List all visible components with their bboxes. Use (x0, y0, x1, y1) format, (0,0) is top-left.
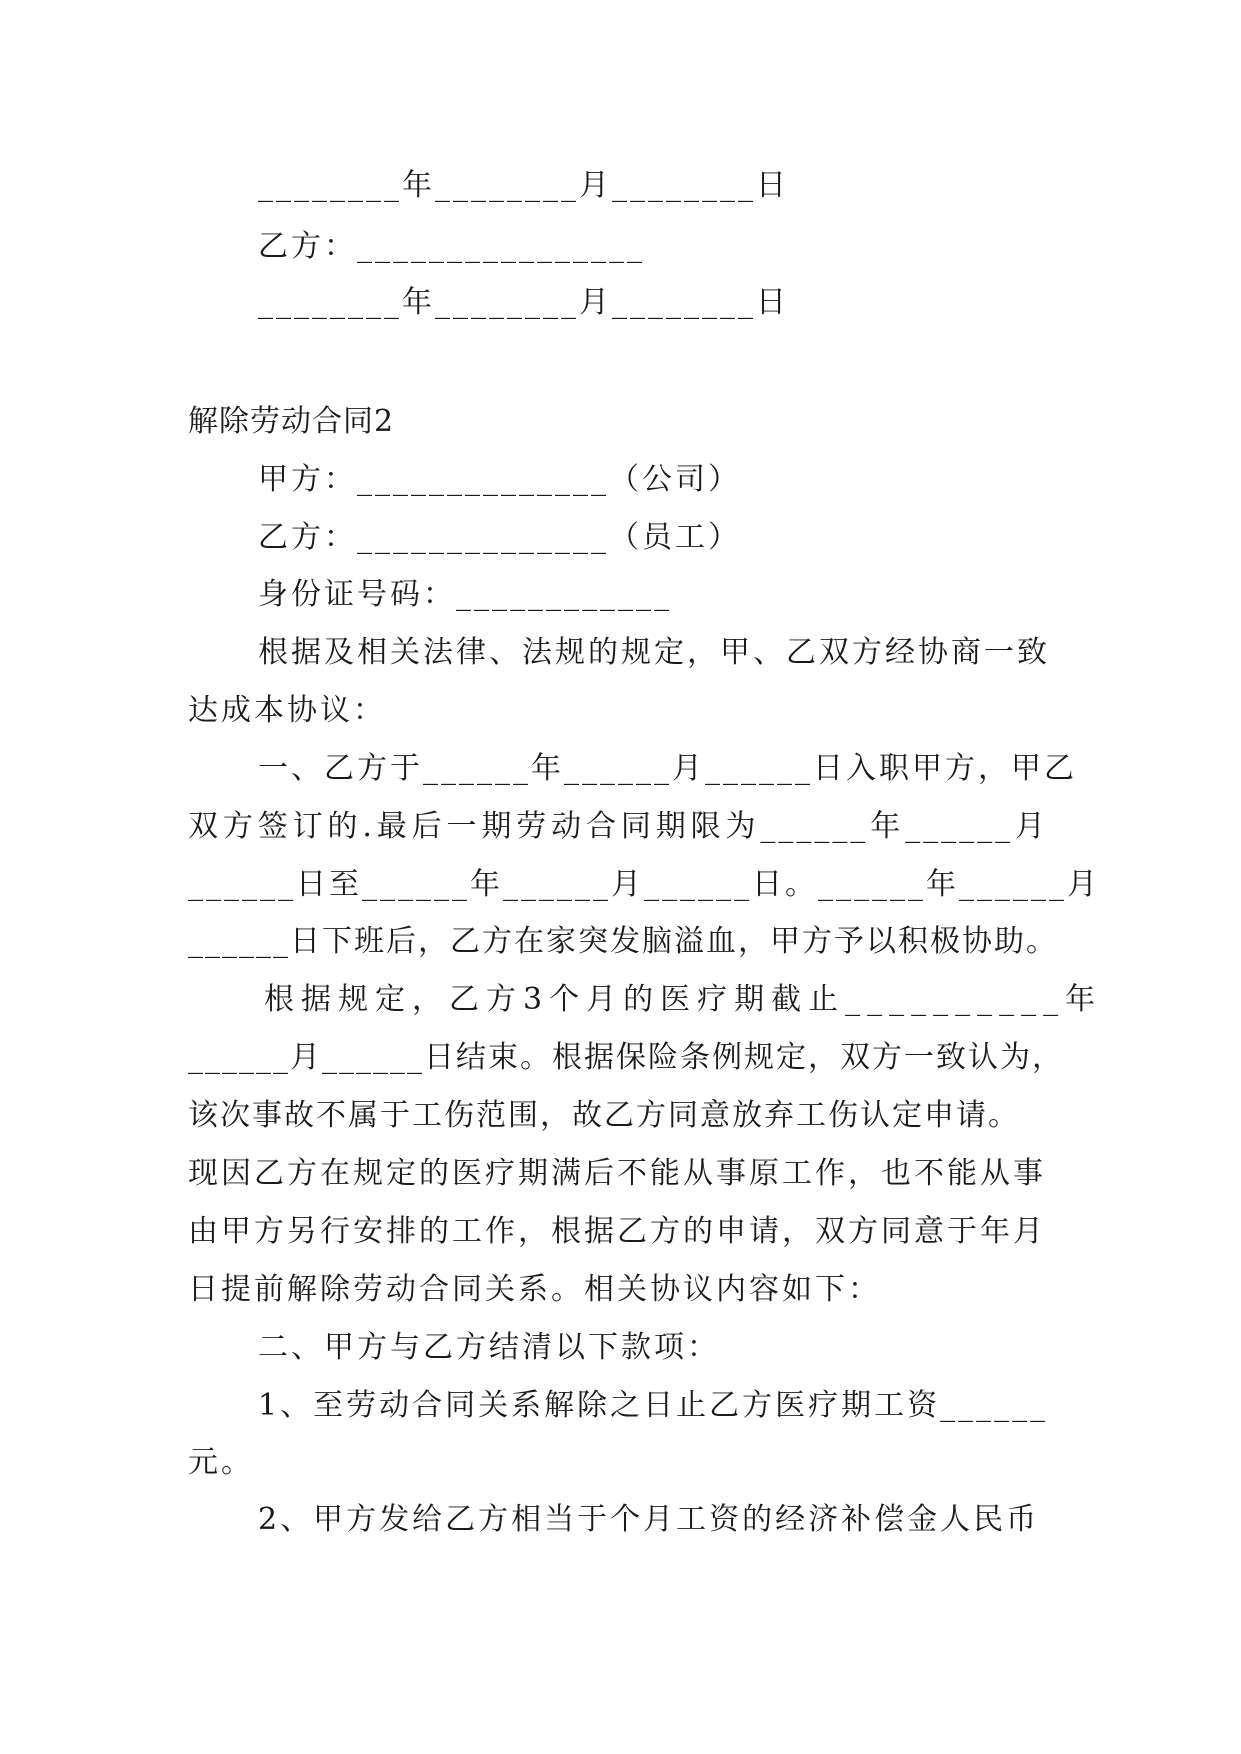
paragraph-line: 由甲方另行安排的工作，根据乙方的申请，双方同意于年月 (188, 1214, 1046, 1249)
paragraph-line: 2、甲方发给乙方相当于个月工资的经济补偿金人民币 (258, 1502, 1040, 1537)
paragraph-line: 该次事故不属于工伤范围，故乙方同意放弃工伤认定申请。 (188, 1098, 1020, 1133)
paragraph-line: 一、乙方于______年______月______日入职甲方，甲乙 (258, 751, 1077, 786)
party-b-field: 乙方：______________（员工） (258, 520, 741, 555)
paragraph-line: ______日至______年______月______日。______年______月 (188, 867, 1100, 902)
paragraph-line: ______月______日结束。根据保险条例规定，双方一致认为， (188, 1040, 1064, 1075)
id-number-field: 身份证号码：____________ (258, 577, 672, 612)
date-line-party-a: ________年________月________日 (258, 168, 789, 203)
paragraph-line: 根据规定，乙方3个月的医疗期截止__________年 (264, 982, 1103, 1017)
party-b-signature-line: 乙方：________________ (258, 229, 645, 264)
section-title: 解除劳动合同2 (188, 404, 395, 439)
paragraph-line: 日提前解除劳动合同关系。相关协议内容如下： (188, 1272, 881, 1307)
clause-two-heading: 二、甲方与乙方结清以下款项： (258, 1330, 720, 1365)
paragraph-line: 现因乙方在规定的医疗期满后不能从事原工作，也不能从事 (188, 1156, 1046, 1191)
paragraph-line: 1、至劳动合同关系解除之日止乙方医疗期工资______ (258, 1388, 1049, 1423)
paragraph-line: 根据及相关法律、法规的规定，甲、乙双方经协商一致 (258, 635, 1050, 670)
paragraph-line: 双方签订的.最后一期劳动合同期限为______年______月 (188, 809, 1048, 844)
party-a-field: 甲方：______________（公司） (258, 462, 741, 497)
paragraph-line: 达成本协议： (188, 693, 386, 728)
paragraph-line: 元。 (188, 1445, 254, 1480)
paragraph-line: ______日下班后，乙方在家突发脑溢血，甲方予以积极协助。 (188, 924, 1058, 959)
date-line-party-b: ________年________月________日 (258, 285, 789, 320)
